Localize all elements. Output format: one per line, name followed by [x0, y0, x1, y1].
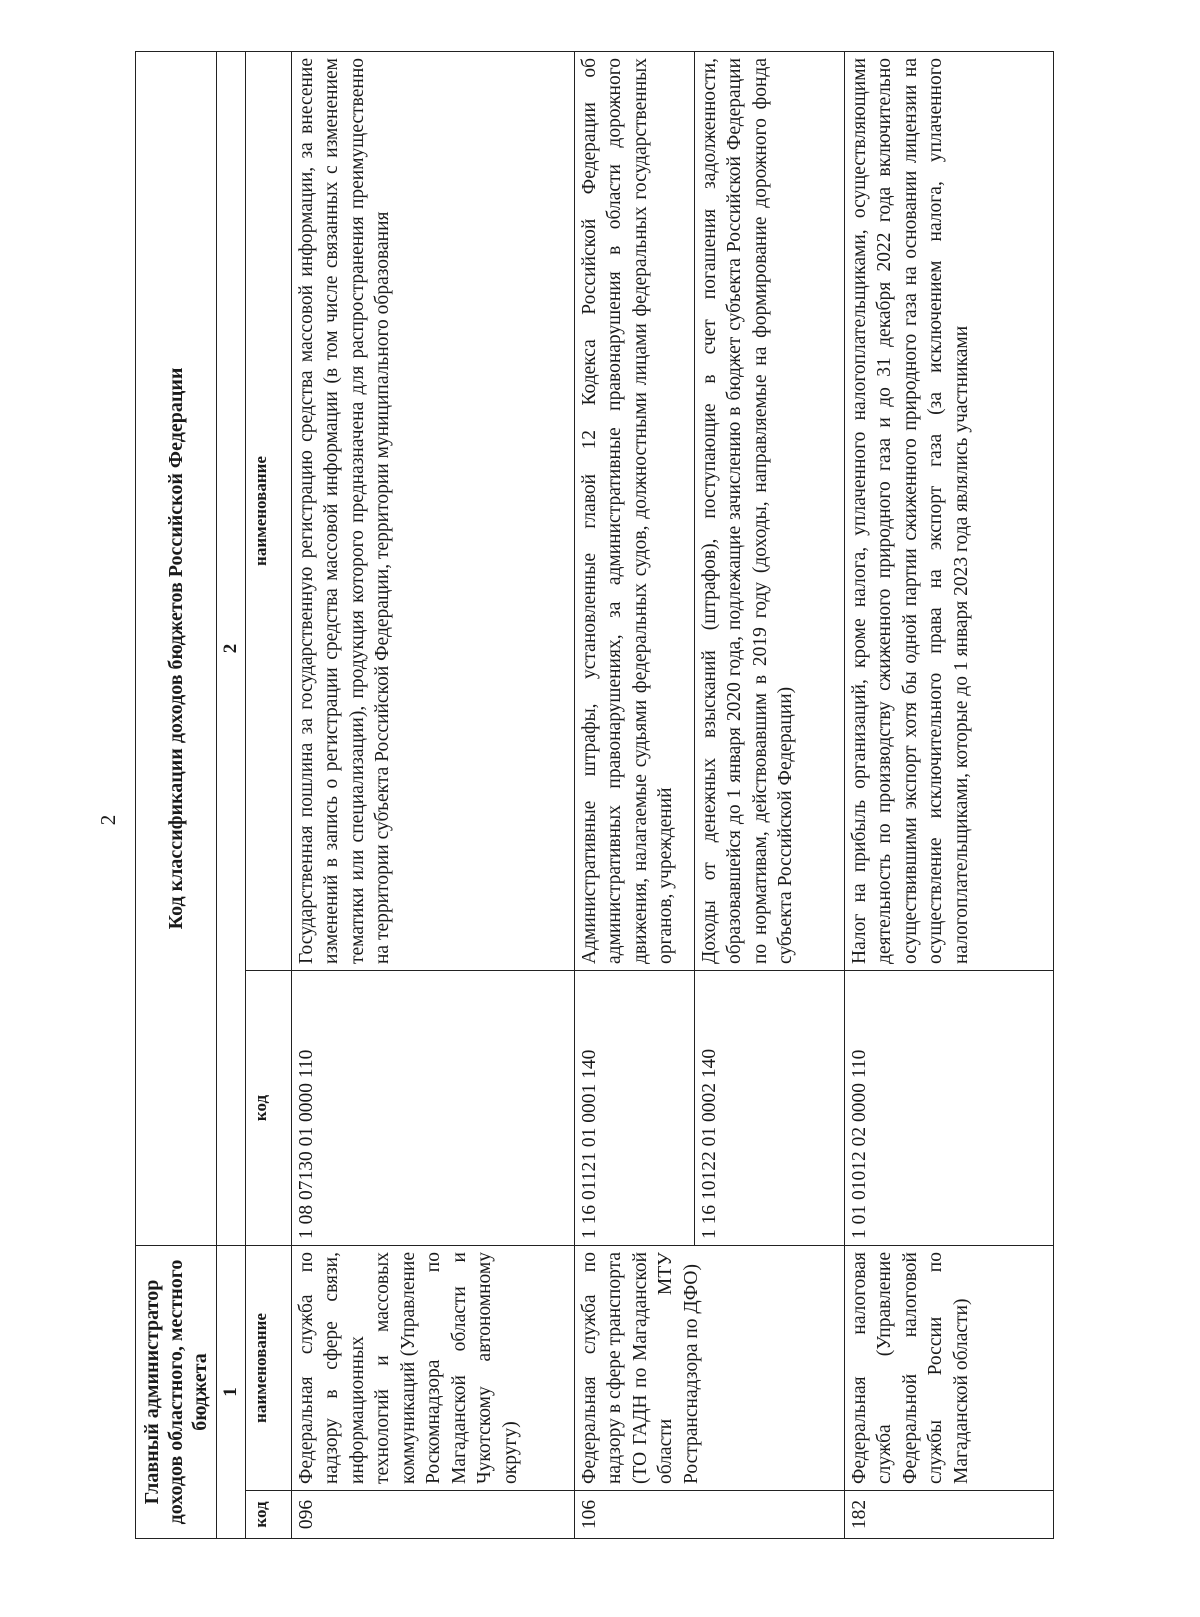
rotated-table-wrapper: [135, 52, 1031, 1539]
header-admin-code: код: [245, 1491, 291, 1539]
admin-code-cell: 182: [844, 1491, 1053, 1539]
income-classification-table: [135, 51, 1054, 1539]
header-income-code: код: [245, 971, 291, 1246]
income-code-cell: 1 16 01121 01 0001 140: [574, 971, 694, 1246]
income-name-cell: Административные штрафы, установленные главой 12 Кодекса Российской Федерации об административных правонарушениях, за административные правонарушения в области дорожного движения, налагаемые судьями федеральных судов, должностными лицами федеральных государственных органов, учреждений: [574, 51, 694, 970]
header-row-groups: [136, 51, 217, 1538]
table-row: [574, 51, 694, 1538]
admin-code-cell: 096: [291, 1491, 574, 1539]
header-row-numbers: [217, 51, 246, 1538]
income-name-cell: Государственная пошлина за государственную регистрацию средства массовой информации, за внесение изменений в запись о регистрации средства массовой информации (в том числе связанных с изменением тематики или специализации), продукция которого предназначена для распространения преимущественно на территории субъекта Российской Федерации, территории муниципального образования: [291, 51, 574, 970]
table-row: [291, 51, 574, 1538]
admin-name-cell: Федеральная служба по надзору в сфере транспорта (ТО ГАДН по Магаданской области МТУ Ространснадзора по ДФО): [574, 1246, 844, 1491]
header-income-name: наименование: [245, 51, 291, 970]
admin-code-cell: 106: [574, 1491, 844, 1539]
header-row-sub: [245, 51, 291, 1538]
header-column-number-2: 2: [217, 51, 246, 1245]
table-row: [844, 51, 1053, 1538]
page-number: 2: [96, 814, 120, 826]
income-code-cell: 1 08 07130 01 0000 110: [291, 971, 574, 1246]
income-name-cell: Налог на прибыль организаций, кроме налога, уплаченного налогоплательщиками, осуществляющими деятельность по производству сжиженного природного газа и до 31 декабря 2022 года включительно осуществившими экспорт хотя бы одной партии сжиженного природного газа на основании лицензии на осуществление исключительного права на экспорт газа (за исключением налога, уплаченного налогоплательщиками, которые до 1 января 2023 года являлись участниками: [844, 51, 1053, 970]
header-classification-group: Код классификации доходов бюджетов Российской Федерации: [136, 51, 217, 1245]
header-admin-group: Главный администратор доходов областного, местного бюджета: [136, 1246, 217, 1539]
admin-name-cell: Федеральная служба по надзору в сфере связи, информационных технологий и массовых коммуникаций (Управление Роскомнадзора по Магаданской области и Чукотскому автономному округу): [291, 1246, 574, 1491]
header-admin-name: наименование: [245, 1246, 291, 1491]
income-name-cell: Доходы от денежных взысканий (штрафов), поступающие в счет погашения задолженности, образовавшейся до 1 января 2020 года, подлежащие зачислению в бюджет субъекта Российской Федерации по нормативам, действовавшим в 2019 году (доходы, направляемые на формирование дорожного фонда субъекта Российской Федерации): [694, 51, 844, 970]
header-column-number-1: 1: [217, 1246, 246, 1539]
income-code-cell: 1 16 10122 01 0002 140: [694, 971, 844, 1246]
admin-name-cell: Федеральная налоговая служба (Управление Федеральной налоговой службы России по Магаданской области): [844, 1246, 1053, 1491]
income-code-cell: 1 01 01012 02 0000 110: [844, 971, 1053, 1246]
